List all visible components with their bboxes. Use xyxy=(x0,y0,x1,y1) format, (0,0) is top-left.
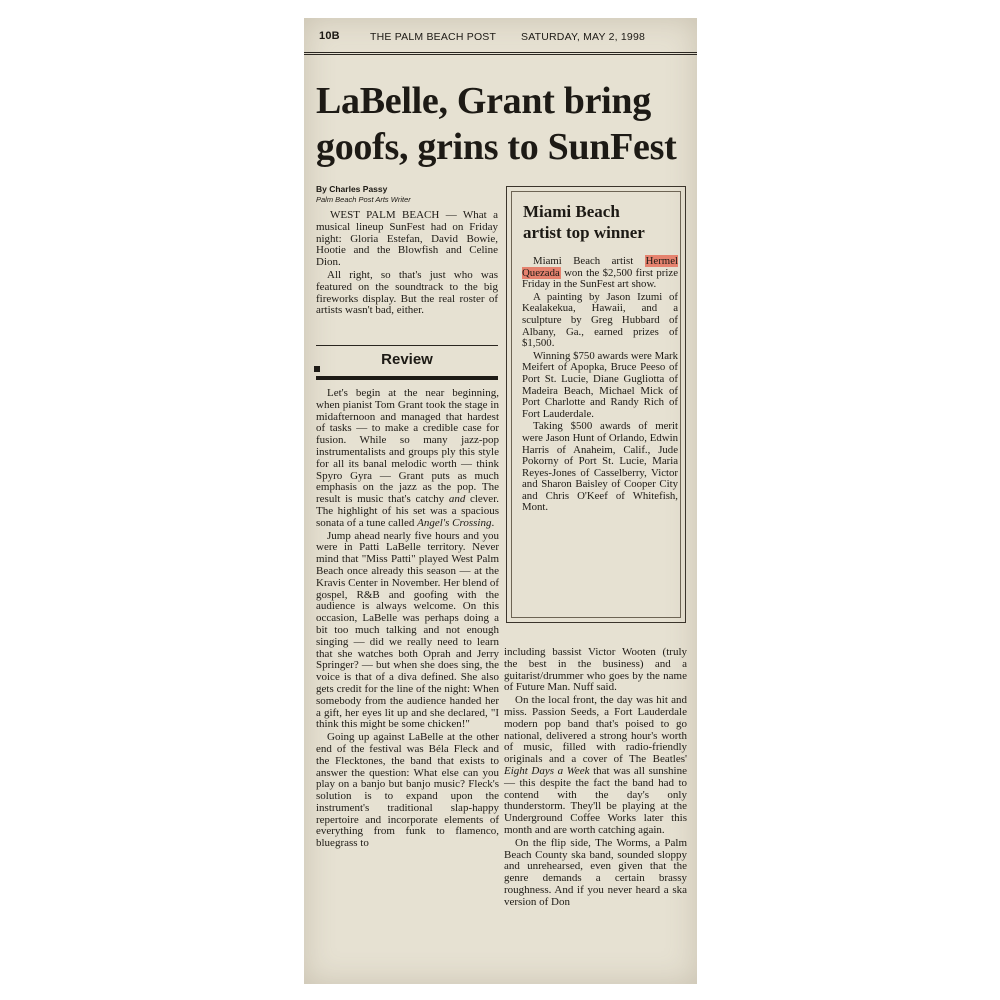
byline-name: By Charles Passy xyxy=(316,184,388,194)
review-label-bar xyxy=(316,345,498,380)
sidebar-paragraph: A painting by Jason Izumi of Kealakekua, Hawaii, and a sculpture by Greg Hubbard of Albany, Ga., earned prizes of $1,500. xyxy=(522,290,678,350)
main-column xyxy=(316,388,499,851)
body-paragraph: Let's begin at the near beginning, when pianist Tom Grant took the stage in midafternoon and managed that hardest of tasks — to make a credible case for fusion. While so many jazz-pop instrumentalists and groups ply this style for all its banal melodic worth — think Spyro Gyra — Grant puts as much emphasis on the jazz as the pop. The result is music that's catchy and clever. The highlight of his set was a spacious sonata of a tune called Angel's Crossing. xyxy=(316,387,499,529)
intro-paragraph: All right, so that's just who was featured on the soundtrack to the big fireworks display. But the real roster of artists wasn't bad, either. xyxy=(316,268,498,317)
sidebar-title: Miami Beach artist top winner xyxy=(523,202,645,242)
intro-column xyxy=(316,210,498,318)
body-paragraph: including bassist Victor Wooten (truly the best in the business) and a guitarist/drummer who goes by the name of Future Man. Nuff said. xyxy=(504,646,687,694)
body-paragraph: Jump ahead nearly five hours and you were in Patti LaBelle territory. Never mind that "Miss Patti" played West Palm Beach once already this season — at the Kravis Center in November. Her blend of gospel, R&B and goofing with the audience is always welcome. On this occasion, LaBelle was perhaps doing a bit too much talking and not enough singing — did we really need to learn that she watches both Oprah and Jerry Springer? — but when she does sing, the voice is that of a diva defined. She also gets credit for the line of the night: When somebody from the audience handed her a gift, her eyes lit up and she declared, "I think this might be some chicken!" xyxy=(316,529,499,731)
newspaper-clipping xyxy=(304,18,697,984)
sidebar-paragraph: Winning $750 awards were Mark Meifert of Apopka, Bruce Peeso of Port St. Lucie, Diane Gugliotta of Madeira Beach, Michael Mick of Port Charlotte and Randy Rich of Fort Lauderdale. xyxy=(522,349,678,420)
sidebar-box xyxy=(506,186,686,623)
headline-line-2: goofs, grins to SunFest xyxy=(316,126,677,168)
body-paragraph: Going up against LaBelle at the other end of the festival was Béla Fleck and the Flecktones, the band that exists to answer the question: What else can you play on a banjo but banjo music? Fleck's solution is to expand upon the instrument's traditional slap-happy repertoire and incorporate elements of everything from funk to flamenco, bluegrass to xyxy=(316,731,499,850)
masthead xyxy=(304,18,697,55)
publication-name: THE PALM BEACH POST xyxy=(370,31,497,43)
byline-title: Palm Beach Post Arts Writer xyxy=(316,195,411,204)
headline xyxy=(316,78,694,170)
review-label: Review xyxy=(381,351,433,368)
body-paragraph: On the flip side, The Worms, a Palm Beach County ska band, sounded sloppy and unrehearsed, even given that the genre demands a certain brassy roughness. And if you never heard a ska version of Don xyxy=(504,836,687,908)
intro-paragraph: WEST PALM BEACH — What a musical lineup SunFest had on Friday night: Gloria Estefan, David Bowie, Hootie and the Blowfish and Celine Dion. xyxy=(316,209,498,269)
issue-date: SATURDAY, MAY 2, 1998 xyxy=(521,31,646,43)
second-column xyxy=(504,647,687,910)
sidebar-paragraph: Miami Beach artist Hermel Quezada won the $2,500 first prize Friday in the SunFest art show. xyxy=(522,255,678,291)
headline-line-1: LaBelle, Grant bring xyxy=(316,80,651,122)
sidebar-paragraph: Taking $500 awards of merit were Jason Hunt of Orlando, Edwin Harris of Anaheim, Calif., Jude Pokorny of Port St. Lucie, Maria Reyes-Jones of Casselberry, Victor and Sharon Baisley of Cooper City and Chris O'Keef of Whitefish, Mont. xyxy=(522,420,678,514)
highlighted-name: Hermel Quezada xyxy=(522,255,678,279)
page-number: 10B xyxy=(319,30,340,42)
body-paragraph: On the local front, the day was hit and miss. Passion Seeds, a Fort Lauderdale modern pop band that's poised to go national, delivered a strong hour's worth of music, filled with radio-friendly originals and a cover of The Beatles' Eight Days a Week that was all sunshine — this despite the fact the band had to contend with the day's only thunderstorm. They'll be playing at the Underground Coffee Works later this month and are worth catching again. xyxy=(504,694,687,836)
byline xyxy=(316,184,411,204)
bullet-mark xyxy=(314,366,320,372)
sidebar-text xyxy=(522,256,678,515)
